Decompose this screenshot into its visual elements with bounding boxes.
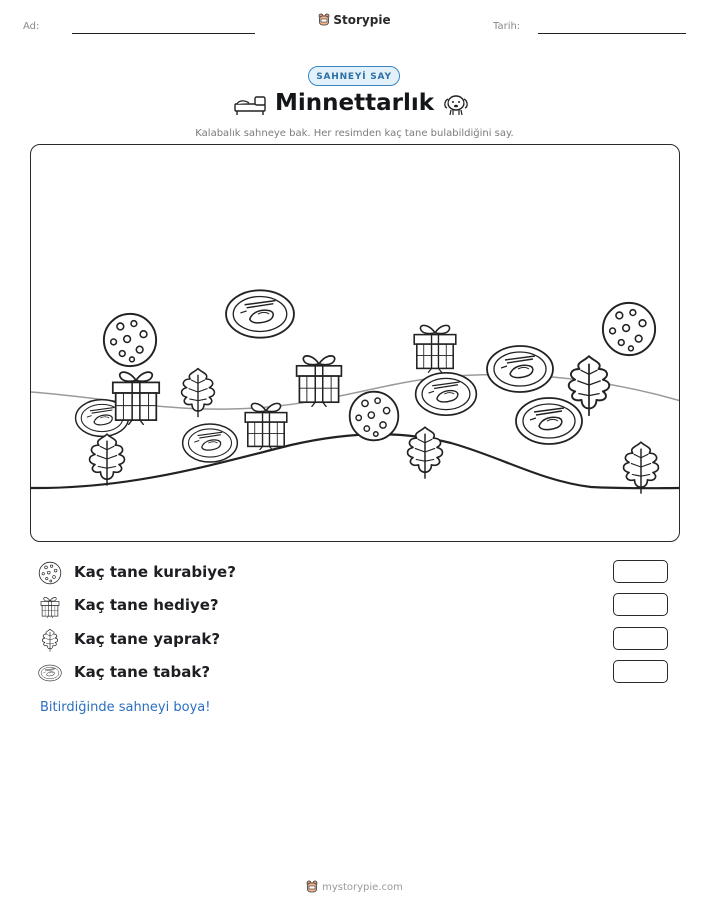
plate-icon (487, 346, 553, 392)
footer (0, 880, 709, 893)
page-title: Minnettarlık (274, 90, 435, 116)
cookie-icon (38, 561, 62, 585)
plate-icon (183, 424, 238, 462)
gift-icon (414, 325, 456, 372)
question-text: Kaç tane kurabiye? (74, 563, 236, 581)
activity-badge: SAHNEYİ SAY (308, 66, 400, 86)
leaf-icon (624, 442, 659, 494)
leaf-icon (408, 427, 443, 479)
cookie-icon (104, 314, 156, 366)
question-row-plate (38, 660, 678, 686)
cookie-icon (603, 303, 655, 355)
answer-box-plate[interactable] (613, 660, 668, 683)
storypie-bear-icon (306, 880, 318, 893)
storypie-bear-icon (318, 13, 330, 26)
date-line[interactable] (538, 33, 686, 34)
answer-box-gift[interactable] (613, 593, 668, 616)
gift-icon (245, 403, 287, 450)
question-text: Kaç tane yaprak? (74, 630, 221, 648)
hill-line-front (31, 434, 680, 488)
leaf-icon (90, 434, 125, 486)
gift-icon (297, 356, 342, 407)
gift-icon (38, 594, 62, 618)
name-line[interactable] (72, 33, 255, 34)
question-row-leaf (38, 627, 678, 653)
counting-scene[interactable] (30, 144, 680, 542)
question-text: Kaç tane hediye? (74, 596, 219, 614)
cookie-icon (350, 392, 399, 441)
scene-drawing (31, 145, 680, 542)
plate-icon (516, 398, 582, 444)
date-label: Tarih: (493, 21, 521, 32)
leaf-icon (38, 628, 62, 652)
answer-box-cookie[interactable] (613, 560, 668, 583)
answer-box-leaf[interactable] (613, 627, 668, 650)
footer-link[interactable]: mystorypie.com (322, 882, 403, 893)
plate-icon (38, 661, 62, 685)
puppy-icon (442, 93, 472, 117)
question-row-cookie (38, 560, 678, 586)
instructions: Kalabalık sahneye bak. Her resimden kaç tane bulabildiğini say. (195, 128, 514, 139)
coloring-note: Bitirdiğinde sahneyi boya! (40, 700, 211, 715)
plate-icon (226, 290, 294, 337)
name-label: Ad: (23, 21, 40, 32)
gift-icon (113, 372, 159, 425)
question-row-gift (38, 593, 678, 619)
brand (0, 13, 709, 27)
brand-name: Storypie (333, 13, 391, 27)
plate-icon (416, 373, 477, 415)
question-text: Kaç tane tabak? (74, 663, 211, 681)
